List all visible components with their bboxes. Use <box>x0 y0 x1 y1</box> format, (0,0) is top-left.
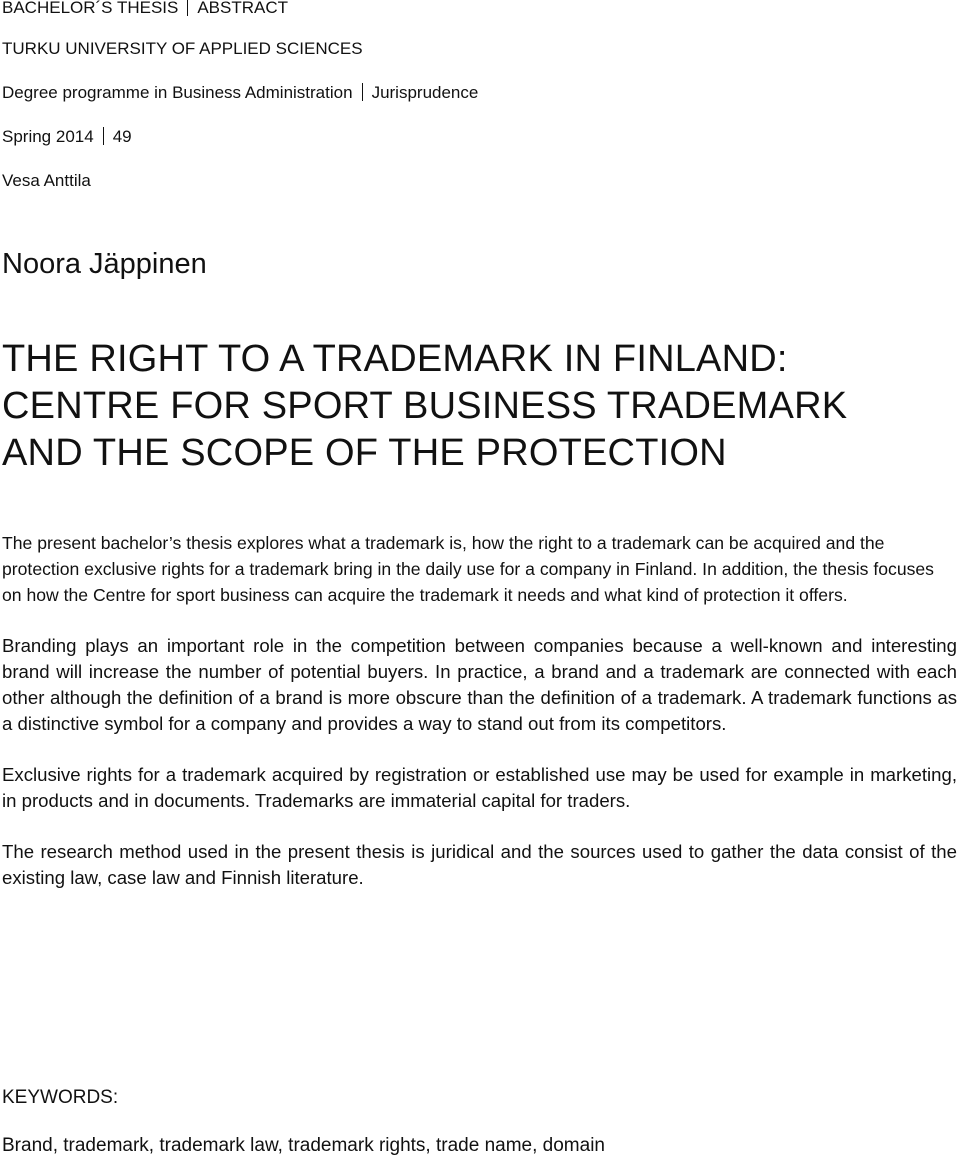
term: Spring 2014 <box>2 127 94 146</box>
keywords-label: KEYWORDS: <box>2 1087 119 1108</box>
keywords-list: Brand, trademark, trademark law, trademark rights, trade name, domain <box>2 1135 605 1156</box>
document-type-line <box>2 0 288 18</box>
page-count: 49 <box>112 127 132 146</box>
supervisor-name: Vesa Anttila <box>2 171 91 190</box>
title-line: AND THE SCOPE OF THE PROTECTION <box>2 432 727 474</box>
separator <box>187 0 188 16</box>
thesis-title <box>2 336 952 477</box>
title-line: CENTRE FOR SPORT BUSINESS TRADEMARK <box>2 385 848 427</box>
abstract-paragraph: The research method used in the present thesis is juridical and the sources used to gather the data consist of the existing law, case law and Finnish literature. <box>2 841 957 888</box>
programme-line <box>2 83 478 103</box>
abstract-paragraph: Exclusive rights for a trademark acquired by registration or established use may be used for example in marketing, in products and in documents. Trademarks are immaterial capital for traders. <box>2 764 957 811</box>
separator <box>362 83 363 101</box>
document-section: ABSTRACT <box>197 0 289 17</box>
abstract-body <box>2 530 957 916</box>
separator <box>103 127 104 145</box>
author-name: Noora Jäppinen <box>2 248 207 280</box>
university-line <box>2 39 363 59</box>
term-line <box>2 127 132 147</box>
degree-programme: Degree programme in Business Administration <box>2 83 353 102</box>
document-type: BACHELOR´S THESIS <box>2 0 179 17</box>
university-name: TURKU UNIVERSITY OF APPLIED SCIENCES <box>2 39 363 58</box>
specialisation: Jurisprudence <box>371 83 479 102</box>
supervisor-line <box>2 171 91 191</box>
abstract-paragraph: Branding plays an important role in the competition between companies because a well-known and interesting brand will increase the number of potential buyers. In practice, a brand and a trademark are connected with each other although the definition of a brand is more obscure than the definition of a trademark. A trademark functions as a distinctive symbol for a company and provides a way to stand out from its competitors. <box>2 635 957 734</box>
abstract-paragraph: The present bachelor’s thesis explores what a trademark is, how the right to a trademark can be acquired and the protection exclusive rights for a trademark bring in the daily use for a company in Finland. In addition, the thesis focuses on how the Centre for sport business can acquire the trademark it needs and what kind of protection it offers. <box>2 533 934 605</box>
title-line: THE RIGHT TO A TRADEMARK IN FINLAND: <box>2 338 788 380</box>
